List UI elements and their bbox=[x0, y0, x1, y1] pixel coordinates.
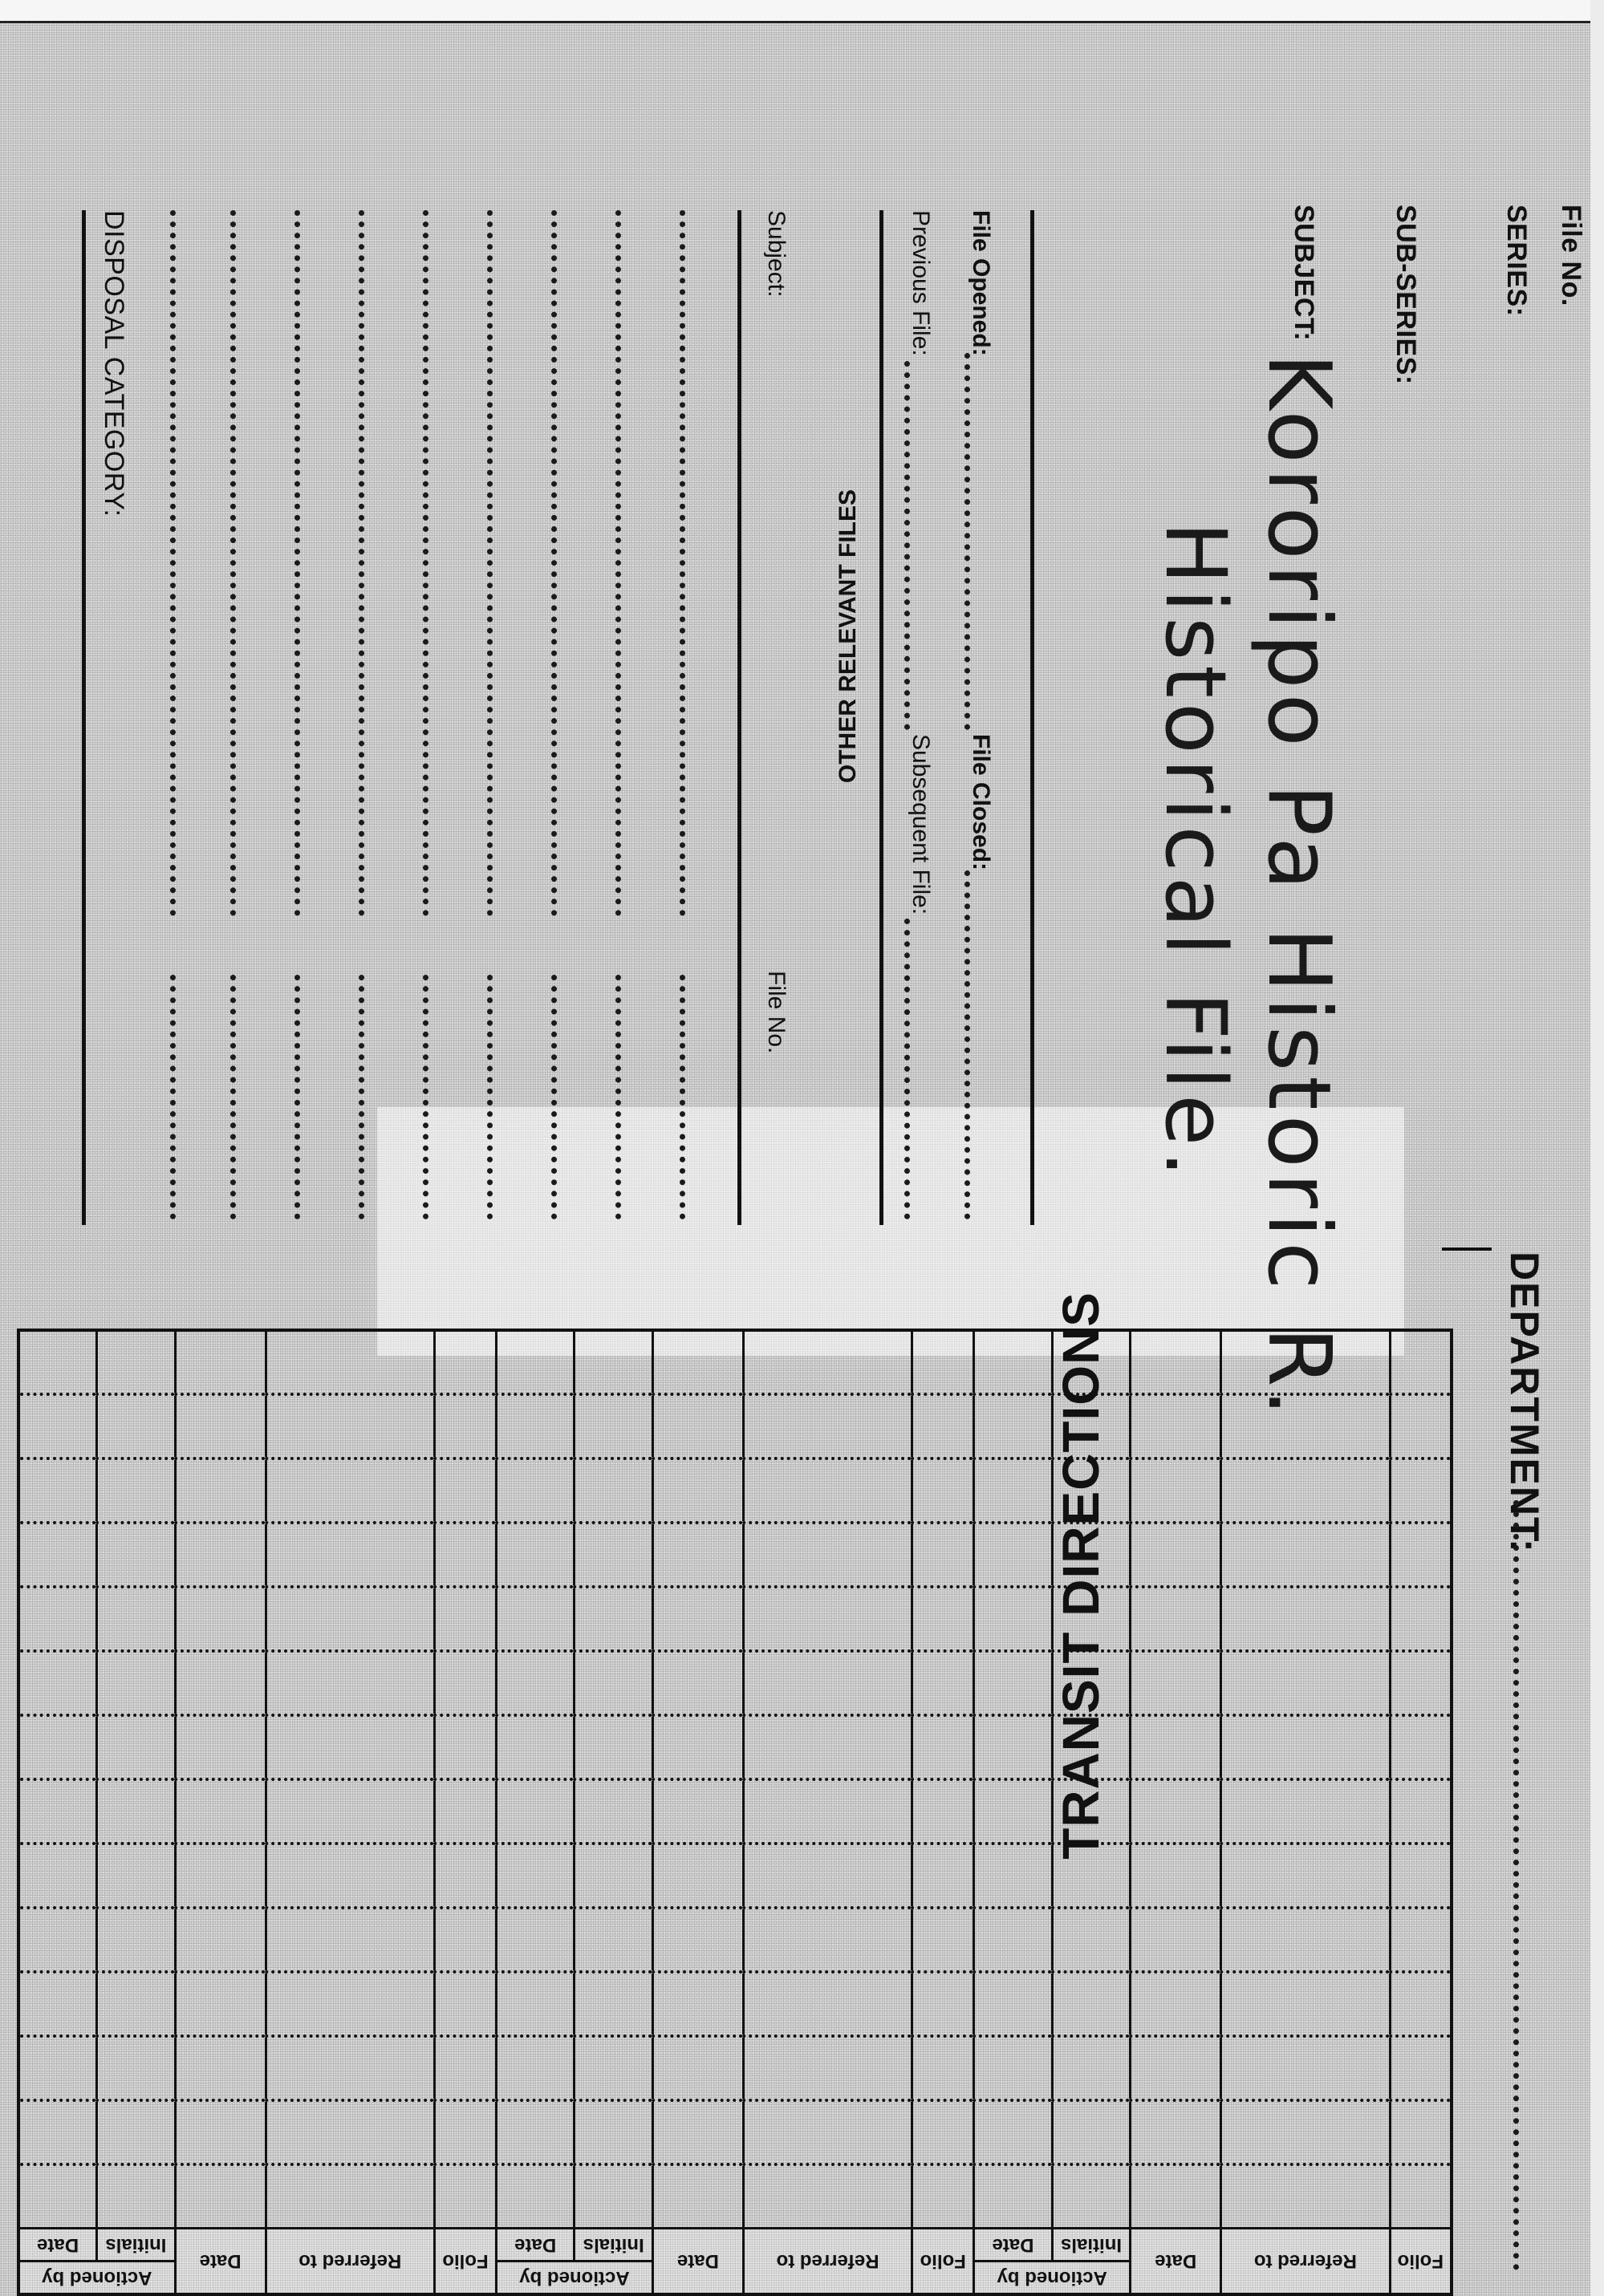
transit-cell bbox=[1390, 1715, 1452, 1779]
transit-cell bbox=[434, 1651, 496, 1715]
transit-cell bbox=[743, 1458, 912, 1523]
other-files-subject-line-8 bbox=[230, 210, 236, 916]
transit-cell bbox=[496, 1651, 575, 1715]
transit-cell bbox=[434, 1972, 496, 2036]
transit-cell bbox=[575, 2036, 653, 2100]
transit-row bbox=[18, 1330, 1452, 1394]
other-files-no-line-1 bbox=[680, 975, 685, 1219]
file-opened-label: File Opened: bbox=[968, 210, 994, 356]
transit-cell bbox=[434, 1908, 496, 1972]
transit-cell bbox=[1131, 1330, 1221, 1394]
transit-cell bbox=[912, 1844, 974, 1908]
other-files-no-line-8 bbox=[230, 975, 236, 1219]
transit-row bbox=[18, 1651, 1452, 1715]
transit-cell bbox=[1131, 1779, 1221, 1844]
transit-cell bbox=[97, 1651, 176, 1715]
transit-cell bbox=[266, 1972, 434, 2036]
file-closed-line bbox=[964, 870, 970, 1219]
previous-file-line bbox=[904, 361, 910, 730]
transit-cell bbox=[652, 2036, 743, 2100]
transit-cell bbox=[496, 1523, 575, 1587]
transit-cell bbox=[18, 1458, 97, 1523]
actioned-date-header: Date bbox=[974, 2229, 1053, 2262]
transit-cell bbox=[175, 1458, 266, 1523]
transit-cell bbox=[434, 1330, 496, 1394]
transit-cell bbox=[974, 1523, 1053, 1587]
transit-cell bbox=[1390, 2036, 1452, 2100]
transit-cell bbox=[1390, 1972, 1452, 2036]
transit-cell bbox=[18, 2100, 97, 2164]
transit-cell bbox=[575, 1779, 653, 1844]
transit-cell bbox=[1052, 1651, 1131, 1715]
transit-cell bbox=[912, 1458, 974, 1523]
transit-cell bbox=[743, 2036, 912, 2100]
transit-cell bbox=[652, 1394, 743, 1458]
transit-cell bbox=[18, 1651, 97, 1715]
transit-cell bbox=[434, 1458, 496, 1523]
transit-cell bbox=[1052, 1330, 1131, 1394]
transit-cell bbox=[434, 2164, 496, 2229]
folio-header: Folio bbox=[1390, 2229, 1452, 2295]
transit-cell bbox=[974, 1908, 1053, 1972]
transit-cell bbox=[652, 1458, 743, 1523]
transit-directions-title: TRANSIT DIRECTIONS bbox=[1052, 1292, 1110, 1860]
transit-cell bbox=[496, 1394, 575, 1458]
transit-cell bbox=[18, 1330, 97, 1394]
transit-cell bbox=[1221, 1458, 1390, 1523]
transit-cell bbox=[434, 1523, 496, 1587]
transit-cell bbox=[1390, 2164, 1452, 2229]
transit-cell bbox=[575, 1330, 653, 1394]
transit-cell bbox=[575, 1908, 653, 1972]
transit-cell bbox=[974, 1330, 1053, 1394]
transit-cell bbox=[18, 1715, 97, 1779]
transit-cell bbox=[496, 1779, 575, 1844]
transit-cell bbox=[97, 1908, 176, 1972]
transit-cell bbox=[266, 1715, 434, 1779]
transit-cell bbox=[743, 1587, 912, 1651]
header-rule bbox=[1030, 210, 1034, 1225]
transit-cell bbox=[1221, 2036, 1390, 2100]
transit-cell bbox=[743, 1844, 912, 1908]
initials-header: Initials bbox=[575, 2229, 653, 2262]
transit-cell bbox=[575, 1972, 653, 2036]
transit-cell bbox=[496, 1972, 575, 2036]
transit-cell bbox=[1131, 1394, 1221, 1458]
transit-row bbox=[18, 1587, 1452, 1651]
referred-to-header: Referred to bbox=[743, 2229, 912, 2295]
transit-cell bbox=[743, 1394, 912, 1458]
other-files-subject-line-1 bbox=[680, 210, 685, 916]
transit-cell bbox=[575, 2100, 653, 2164]
transit-cell bbox=[743, 2100, 912, 2164]
transit-cell bbox=[1221, 1779, 1390, 1844]
transit-cell bbox=[912, 2100, 974, 2164]
transit-cell bbox=[743, 1715, 912, 1779]
transit-cell bbox=[496, 2100, 575, 2164]
transit-cell bbox=[743, 1651, 912, 1715]
transit-cell bbox=[1052, 1715, 1131, 1779]
transit-cell bbox=[974, 1972, 1053, 2036]
other-files-rule bbox=[737, 210, 741, 1225]
transit-cell bbox=[1052, 1779, 1131, 1844]
transit-cell bbox=[175, 1523, 266, 1587]
date-header: Date bbox=[175, 2229, 266, 2295]
transit-cell bbox=[743, 1523, 912, 1587]
transit-cell bbox=[266, 1394, 434, 1458]
transit-cell bbox=[97, 1330, 176, 1394]
transit-cell bbox=[974, 2036, 1053, 2100]
transit-cell bbox=[974, 1651, 1053, 1715]
transit-cell bbox=[175, 1587, 266, 1651]
transit-cell bbox=[175, 1651, 266, 1715]
transit-cell bbox=[652, 1715, 743, 1779]
transit-cell bbox=[266, 1523, 434, 1587]
transit-cell bbox=[912, 1587, 974, 1651]
transit-cell bbox=[575, 1458, 653, 1523]
transit-cell bbox=[1390, 1330, 1452, 1394]
transit-cell bbox=[1131, 1523, 1221, 1587]
other-files-subject-line-6 bbox=[359, 210, 364, 916]
transit-cell bbox=[266, 2036, 434, 2100]
other-files-subject-line-9 bbox=[170, 210, 176, 916]
other-files-no-line-2 bbox=[615, 975, 621, 1219]
transit-cell bbox=[652, 1651, 743, 1715]
transit-cell bbox=[18, 1587, 97, 1651]
referred-to-header: Referred to bbox=[1221, 2229, 1390, 2295]
transit-cell bbox=[97, 1458, 176, 1523]
transit-row bbox=[18, 1779, 1452, 1844]
other-files-no-line-7 bbox=[294, 975, 300, 1219]
transit-cell bbox=[652, 1972, 743, 2036]
date-header: Date bbox=[652, 2229, 743, 2295]
transit-cell bbox=[97, 1844, 176, 1908]
transit-cell bbox=[1131, 1458, 1221, 1523]
transit-cell bbox=[912, 1972, 974, 2036]
other-files-subject-line-5 bbox=[423, 210, 428, 916]
transit-cell bbox=[743, 1330, 912, 1394]
transit-cell bbox=[496, 1330, 575, 1394]
transit-cell bbox=[1052, 2036, 1131, 2100]
transit-row bbox=[18, 1908, 1452, 1972]
transit-cell bbox=[1052, 1587, 1131, 1651]
transit-cell bbox=[1390, 1844, 1452, 1908]
transit-cell bbox=[652, 1779, 743, 1844]
transit-cell bbox=[1052, 1908, 1131, 1972]
transit-cell bbox=[912, 1330, 974, 1394]
transit-cell bbox=[575, 1715, 653, 1779]
transit-cell bbox=[97, 1587, 176, 1651]
transit-cell bbox=[1131, 1908, 1221, 1972]
transit-cell bbox=[1052, 1394, 1131, 1458]
transit-cell bbox=[175, 2164, 266, 2229]
transit-cell bbox=[652, 1908, 743, 1972]
transit-cell bbox=[97, 2100, 176, 2164]
other-files-no-line-4 bbox=[487, 975, 493, 1219]
transit-cell bbox=[434, 2036, 496, 2100]
transit-cell bbox=[97, 1715, 176, 1779]
transit-cell bbox=[743, 1972, 912, 2036]
transit-cell bbox=[652, 2164, 743, 2229]
transit-cell bbox=[1390, 1394, 1452, 1458]
transit-cell bbox=[97, 1972, 176, 2036]
transit-cell bbox=[266, 1779, 434, 1844]
transit-cell bbox=[1221, 2100, 1390, 2164]
transit-cell bbox=[575, 1587, 653, 1651]
transit-cell bbox=[18, 1394, 97, 1458]
subject-label: SUBJECT: bbox=[1289, 205, 1319, 342]
transit-cell bbox=[1221, 2164, 1390, 2229]
transit-cell bbox=[496, 1587, 575, 1651]
transit-cell bbox=[1131, 1587, 1221, 1651]
transit-cell bbox=[175, 1908, 266, 1972]
transit-cell bbox=[266, 1844, 434, 1908]
transit-cell bbox=[266, 1458, 434, 1523]
transit-cell bbox=[974, 1587, 1053, 1651]
transit-cell bbox=[175, 1972, 266, 2036]
transit-cell bbox=[1390, 1523, 1452, 1587]
transit-row bbox=[18, 1715, 1452, 1779]
transit-cell bbox=[18, 1844, 97, 1908]
transit-cell bbox=[175, 2100, 266, 2164]
folio-header: Folio bbox=[434, 2229, 496, 2295]
dates-rule bbox=[879, 210, 883, 1225]
transit-cell bbox=[1052, 1523, 1131, 1587]
transit-cell bbox=[18, 1523, 97, 1587]
transit-cell bbox=[652, 1523, 743, 1587]
transit-cell bbox=[97, 1523, 176, 1587]
folio-header: Folio bbox=[912, 2229, 974, 2295]
transit-cell bbox=[1390, 1908, 1452, 1972]
transit-cell bbox=[434, 1715, 496, 1779]
transit-cell bbox=[496, 1844, 575, 1908]
other-files-file-no-label: File No. bbox=[763, 971, 790, 1054]
actioned-date-header: Date bbox=[18, 2229, 97, 2262]
transit-cell bbox=[175, 1715, 266, 1779]
subject-handwritten-line1: Kororipo Pa Historic R. bbox=[1249, 353, 1349, 1422]
transit-cell bbox=[434, 1844, 496, 1908]
transit-cell bbox=[1390, 1651, 1452, 1715]
transit-cell bbox=[912, 1651, 974, 1715]
transit-cell bbox=[496, 1908, 575, 1972]
transit-cell bbox=[1221, 1651, 1390, 1715]
transit-cell bbox=[18, 1908, 97, 1972]
transit-cell bbox=[1131, 1715, 1221, 1779]
transit-cell bbox=[496, 2036, 575, 2100]
transit-cell bbox=[266, 1651, 434, 1715]
transit-cell bbox=[1052, 1458, 1131, 1523]
transit-cell bbox=[434, 1394, 496, 1458]
other-relevant-files-heading: OTHER RELEVANT FILES bbox=[834, 489, 861, 784]
transit-row bbox=[18, 1523, 1452, 1587]
date-header: Date bbox=[1131, 2229, 1221, 2295]
transit-cell bbox=[974, 2100, 1053, 2164]
transit-cell bbox=[912, 1394, 974, 1458]
disposal-rule bbox=[82, 210, 86, 1225]
transit-cell bbox=[97, 2164, 176, 2229]
transit-cell bbox=[743, 1779, 912, 1844]
transit-cell bbox=[1221, 1394, 1390, 1458]
transit-cell bbox=[1131, 1651, 1221, 1715]
transit-cell bbox=[1390, 2100, 1452, 2164]
transit-cell bbox=[575, 1844, 653, 1908]
transit-cell bbox=[1052, 1972, 1131, 2036]
transit-cell bbox=[912, 2036, 974, 2100]
transit-cell bbox=[912, 2164, 974, 2229]
transit-cell bbox=[1221, 1330, 1390, 1394]
transit-cell bbox=[1131, 1972, 1221, 2036]
other-files-subject-line-3 bbox=[551, 210, 557, 916]
department-corner-rule bbox=[1442, 1247, 1492, 1251]
actioned-by-header: Actioned by bbox=[496, 2262, 652, 2295]
transit-cell bbox=[912, 1715, 974, 1779]
other-files-no-line-5 bbox=[423, 975, 428, 1219]
transit-cell bbox=[266, 1908, 434, 1972]
actioned-by-header: Actioned by bbox=[18, 2262, 175, 2295]
transit-cell bbox=[496, 1715, 575, 1779]
transit-cell bbox=[743, 1908, 912, 1972]
series-label: SERIES: bbox=[1501, 205, 1532, 317]
transit-cell bbox=[1131, 1844, 1221, 1908]
transit-cell bbox=[912, 1779, 974, 1844]
transit-row bbox=[18, 2100, 1452, 2164]
transit-cell bbox=[575, 1394, 653, 1458]
transit-cell bbox=[97, 2036, 176, 2100]
transit-cell bbox=[974, 1779, 1053, 1844]
transit-row bbox=[18, 1458, 1452, 1523]
transit-row bbox=[18, 1394, 1452, 1458]
transit-cell bbox=[175, 1330, 266, 1394]
transit-cell bbox=[1052, 2100, 1131, 2164]
transit-cell bbox=[743, 2164, 912, 2229]
transit-cell bbox=[1221, 1908, 1390, 1972]
transit-cell bbox=[266, 2164, 434, 2229]
transit-cell bbox=[1131, 2100, 1221, 2164]
transit-cell bbox=[912, 1523, 974, 1587]
transit-cell bbox=[266, 1587, 434, 1651]
other-files-subject-label: Subject: bbox=[763, 210, 790, 298]
subsequent-file-line bbox=[904, 919, 910, 1219]
other-files-no-line-3 bbox=[551, 975, 557, 1219]
sub-series-label: SUB-SERIES: bbox=[1391, 205, 1421, 385]
previous-file-label: Previous File: bbox=[908, 210, 934, 356]
transit-cell bbox=[1390, 1458, 1452, 1523]
transit-cell bbox=[974, 1394, 1053, 1458]
transit-cell bbox=[1052, 1844, 1131, 1908]
transit-cell bbox=[18, 2036, 97, 2100]
transit-cell bbox=[974, 2164, 1053, 2229]
subject-handwritten-line2: Historical File. bbox=[1147, 521, 1245, 1182]
transit-cell bbox=[496, 1458, 575, 1523]
other-files-subject-line-7 bbox=[294, 210, 300, 916]
other-files-subject-line-2 bbox=[615, 210, 621, 916]
initials-header: Initials bbox=[1052, 2229, 1131, 2262]
initials-header: Initials bbox=[97, 2229, 176, 2262]
transit-cell bbox=[1221, 1844, 1390, 1908]
transit-cell bbox=[175, 1779, 266, 1844]
transit-cell bbox=[652, 1587, 743, 1651]
transit-cell bbox=[652, 1330, 743, 1394]
transit-cell bbox=[97, 1779, 176, 1844]
transit-cell bbox=[1131, 2164, 1221, 2229]
file-no-label: File No. bbox=[1556, 205, 1586, 306]
other-files-no-line-9 bbox=[170, 975, 176, 1219]
referred-to-header: Referred to bbox=[266, 2229, 434, 2295]
department-line bbox=[1513, 1500, 1519, 2270]
transit-row bbox=[18, 2036, 1452, 2100]
transit-cell bbox=[1221, 1587, 1390, 1651]
transit-cell bbox=[912, 1908, 974, 1972]
transit-cell bbox=[652, 2100, 743, 2164]
transit-row bbox=[18, 2164, 1452, 2229]
actioned-date-header: Date bbox=[496, 2229, 575, 2262]
transit-cell bbox=[575, 1523, 653, 1587]
transit-cell bbox=[97, 1394, 176, 1458]
transit-cell bbox=[496, 2164, 575, 2229]
transit-cell bbox=[18, 2164, 97, 2229]
transit-cell bbox=[18, 1972, 97, 2036]
transit-row bbox=[18, 1972, 1452, 2036]
department-field bbox=[1492, 1251, 1548, 2286]
transit-cell bbox=[974, 1715, 1053, 1779]
transit-cell bbox=[175, 2036, 266, 2100]
department-label: DEPARTMENT: bbox=[1502, 1251, 1547, 1554]
transit-cell bbox=[266, 2100, 434, 2164]
other-files-no-line-6 bbox=[359, 975, 364, 1219]
transit-cell bbox=[1052, 2164, 1131, 2229]
transit-cell bbox=[18, 1779, 97, 1844]
transit-cell bbox=[1390, 1587, 1452, 1651]
transit-cell bbox=[434, 2100, 496, 2164]
subsequent-file-label: Subsequent File: bbox=[908, 734, 934, 915]
transit-cell bbox=[974, 1844, 1053, 1908]
transit-cell bbox=[974, 1458, 1053, 1523]
transit-cell bbox=[434, 1587, 496, 1651]
other-files-subject-line-4 bbox=[487, 210, 493, 916]
transit-cell bbox=[434, 1779, 496, 1844]
transit-cell bbox=[652, 1844, 743, 1908]
transit-cell bbox=[575, 2164, 653, 2229]
transit-cell bbox=[1221, 1715, 1390, 1779]
transit-row bbox=[18, 1844, 1452, 1908]
transit-cell bbox=[1221, 1972, 1390, 2036]
transit-cell bbox=[1221, 1523, 1390, 1587]
transit-directions-table bbox=[17, 1329, 1453, 2296]
file-opened-line bbox=[964, 353, 970, 730]
disposal-category-label: DISPOSAL CATEGORY: bbox=[99, 210, 129, 517]
actioned-by-header: Actioned by bbox=[974, 2262, 1131, 2295]
transit-cell bbox=[175, 1844, 266, 1908]
transit-cell bbox=[266, 1330, 434, 1394]
transit-cell bbox=[1390, 1779, 1452, 1844]
transit-cell bbox=[175, 1394, 266, 1458]
file-closed-label: File Closed: bbox=[968, 734, 994, 871]
transit-cell bbox=[575, 1651, 653, 1715]
transit-cell bbox=[1131, 2036, 1221, 2100]
